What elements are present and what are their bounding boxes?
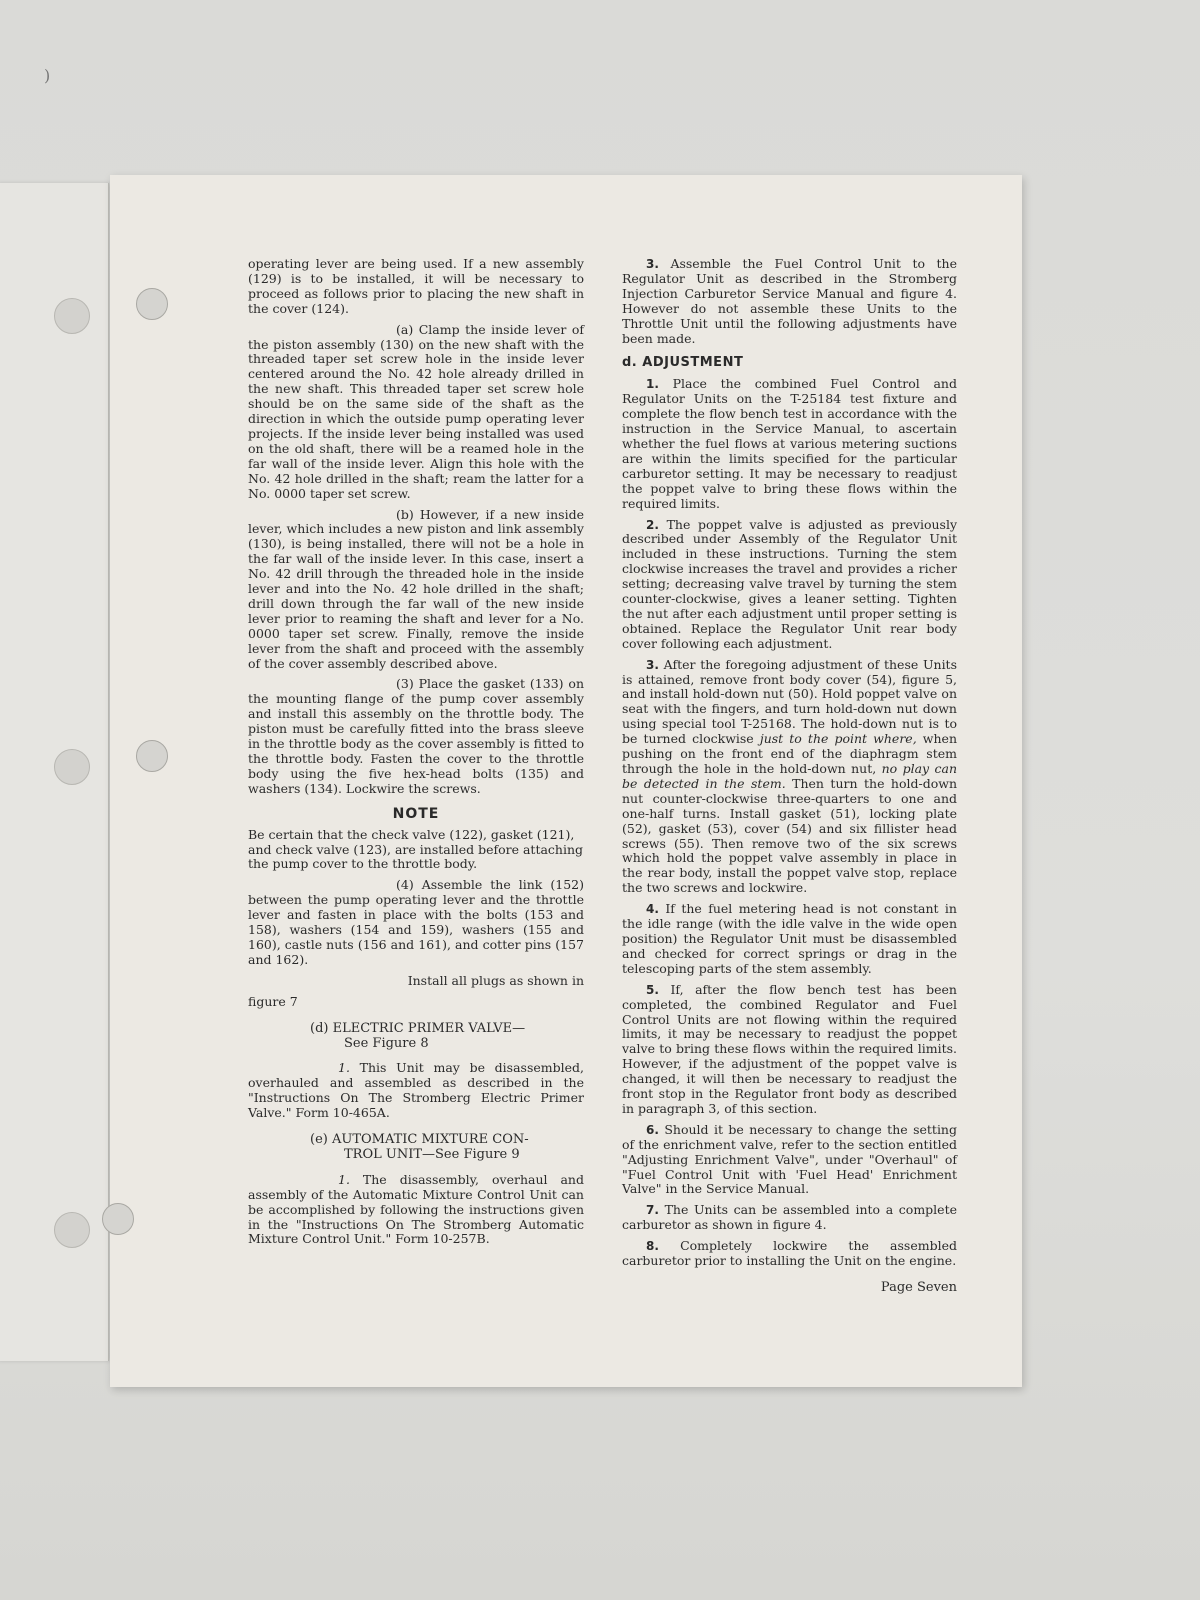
install-plugs-text: Install all plugs as shown in <box>407 972 584 988</box>
paragraph-text: Should it be necessary to change the setting of the enrichment valve, refer to the section entitled "Adjusting Enrichment Valve", under "Overhaul" of "Fuel Control Unit with 'Fuel Head' Enrichment Valve" in the Service Manual. <box>622 1121 957 1197</box>
adjustment-step-7 <box>622 1203 957 1233</box>
paragraph-text: Assemble the Fuel Control Unit to the Regulator Unit as described in the Stromberg Injection Carburetor Service Manual and figure 4. However do not assemble these Units to the Throttle Unit until the following adjustments have been made. <box>622 256 957 346</box>
figure-reference: figure 7 <box>248 993 298 1009</box>
speck-mark: ) <box>44 66 51 85</box>
right-column <box>622 257 957 1296</box>
paragraph-text: If the fuel metering head is not constant in the idle range (with the idle valve in the wide open position) the Regulator Unit must be disassembled and checked for correct springs or drag in the telescoping parts of the stem assembly. <box>622 901 957 976</box>
paragraph-intro: operating lever are being used. If a new assembly (129) is to be installed, it will be necessary to proceed as follows prior to placing the new shaft in the cover (124). <box>248 256 584 316</box>
paragraph-text: when pushing on the front end of the diaphragm stem through the hole in the hold-down nut, <box>622 731 957 776</box>
paragraph-primer <box>248 1061 584 1121</box>
item-number: 2. <box>646 517 659 532</box>
paragraph-text: This Unit may be disassembled, overhauled and assembled as described in the "Instructions On The Stromberg Electric Primer Valve." Form 10-465A. <box>248 1060 584 1121</box>
item-number: 3. <box>646 657 659 672</box>
emphasis-text: just to the point where, <box>759 731 917 747</box>
paragraph-3: (3) Place the gasket (133) on the mounting flange of the pump cover assembly and install this assembly on the throttle body. The piston must be carefully fitted into the brass sleeve in the throttle body as the cover assembly is fitted to the throttle body. Fasten the cover to the throttle body using the five hex-head bolts (135) and washers (134). Lockwire the screws. <box>248 676 584 796</box>
adjustment-step-5 <box>622 983 957 1117</box>
adjustment-step-8 <box>622 1239 957 1269</box>
heading-line: TROL UNIT—See Figure 9 <box>344 1146 520 1162</box>
paragraph-mixture <box>248 1173 584 1248</box>
paragraph-text: The Units can be assembled into a complete carburetor as shown in figure 4. <box>622 1202 957 1233</box>
paragraph-4: (4) Assemble the link (152) between the pump operating lever and the throttle lever and fasten in place with the bolts (153 and 158), washers (154 and 159), washers (155 and 160), castle nuts (156 and 161), and cotter pins (157 and 162). <box>248 877 584 967</box>
item-number: 1. <box>338 1060 350 1076</box>
heading-automatic-mixture-control <box>310 1133 584 1163</box>
paragraph-text: The disassembly, overhaul and assembly of the Automatic Mixture Control Unit can be accomplished by following the instructions given in the "Instructions On The Stromberg Automatic Mixture Control Unit." Form 10-257B. <box>248 1171 584 1247</box>
paragraph-text: After the foregoing adjustment of these Units is attained, remove front body cover (54), figure 5, and install hold-down nut (50). Hold poppet valve on seat with the fingers, and turn hold-down nut down using special tool T-25168. The hold-down nut is to be turned clockwise <box>622 656 957 747</box>
paragraph-b: (b) However, if a new inside lever, which includes a new piston and link assembly (130), is being installed, there will not be a hole in the far wall of the inside lever. In this case, insert a No. 42 drill through the threaded hole in the inside lever and into the No. 42 hole drilled in the shaft; drill down through the far wall of the new inside lever prior to reaming the shaft and lever for a No. 0000 taper set screw. Finally, remove the inside lever from the shaft and proceed with the assembly of the cover assembly described above. <box>248 506 584 671</box>
item-number: 6. <box>646 1122 659 1137</box>
paragraph-text: The poppet valve is adjusted as previously described under Assembly of the Regulator Unit included in these instructions. Turning the stem clockwise increases the travel and provides a richer setting; decreasing valve travel by turning the stem counter-clockwise, gives a leaner setting. Tighten the nut after each adjustment until proper setting is obtained. Replace the Regulator Unit rear body cover following each adjustment. <box>622 516 958 651</box>
heading-line: (e) AUTOMATIC MIXTURE CON- <box>310 1132 529 1148</box>
adjustment-step-1 <box>622 377 957 511</box>
item-number: 4. <box>646 902 659 917</box>
punch-hole <box>102 1203 134 1235</box>
item-number: 1. <box>338 1171 350 1187</box>
heading-line: (d) ELECTRIC PRIMER VALVE— <box>310 1020 526 1036</box>
paragraph-text: Completely lockwire the assembled carburetor prior to installing the Unit on the engine. <box>622 1238 957 1269</box>
note-body: Be certain that the check valve (122), gasket (121), and check valve (123), are installed before attaching the pump cover to the throttle body. <box>248 826 584 872</box>
punch-hole <box>54 1212 90 1248</box>
adjustment-step-4 <box>622 902 957 977</box>
paragraph-text: If, after the flow bench test has been completed, the combined Regulator and Fuel Control Units are not flowing within the required limits, it may be necessary to readjust the poppet valve to bring these flows within the required limits. However, if the adjustment of the poppet valve is changed, it will then be necessary to readjust the front stop in the Regulator front body as described in paragraph 3, of this section. <box>622 981 957 1116</box>
adjustment-step-2 <box>622 518 957 652</box>
item-number: 8. <box>646 1239 659 1254</box>
punch-hole <box>54 749 90 785</box>
underlying-sheet <box>0 183 109 1361</box>
punch-hole <box>136 740 168 772</box>
left-column <box>248 257 584 1253</box>
adjustment-step-6 <box>622 1123 957 1198</box>
adjustment-step-3 <box>622 658 957 897</box>
punch-hole <box>136 288 168 320</box>
paragraph-a: (a) Clamp the inside lever of the piston assembly (130) on the new shaft with the threaded taper set screw hole in the inside lever centered around the No. 42 hole already drilled in the new shaft. This threaded taper set screw hole should be on the same side of the shaft as the direction in which the outside pump operating lever projects. If the inside lever being installed was used on the old shaft, there will be a reamed hole in the far wall of the inside lever. Align this hole with the No. 42 hole drilled in the shaft; ream the latter for a No. 0000 taper set screw. <box>248 321 584 501</box>
page-number: Page Seven <box>880 1280 957 1295</box>
item-number: 1. <box>646 377 659 392</box>
section-heading-adjustment: d. ADJUSTMENT <box>622 355 744 371</box>
note-heading: NOTE <box>392 805 440 822</box>
heading-electric-primer-valve <box>310 1022 584 1052</box>
paragraph-assemble-fuel-control <box>622 257 957 346</box>
emphasis-text: no play can be detected in the stem. <box>622 761 957 791</box>
document-page <box>110 175 1022 1387</box>
item-number: 3. <box>646 257 659 271</box>
heading-line: See Figure 8 <box>344 1035 429 1051</box>
item-number: 5. <box>646 982 659 997</box>
item-number: 7. <box>646 1203 659 1218</box>
punch-hole <box>54 298 90 334</box>
paragraph-text: Then turn the hold-down nut counter-clockwise three-quarters to one and one-half turns. Install gasket (51), locking plate (52), gasket (53), cover (54) and six fillister head screws (55). Then remove two of the six screws which hold the poppet valve assembly in place in the rear body, install the poppet valve stop, replace the two screws and lockwire. <box>622 775 958 896</box>
paragraph-text: Place the combined Fuel Control and Regulator Units on the T-25184 test fixture and complete the flow bench test in accordance with the instruction in the Service Manual, to ascertain whether the fuel flows at various metering suctions are within the limits specified for the particular carburetor setting. It may be necessary to readjust the poppet valve to bring these flows within the required limits. <box>622 376 957 511</box>
